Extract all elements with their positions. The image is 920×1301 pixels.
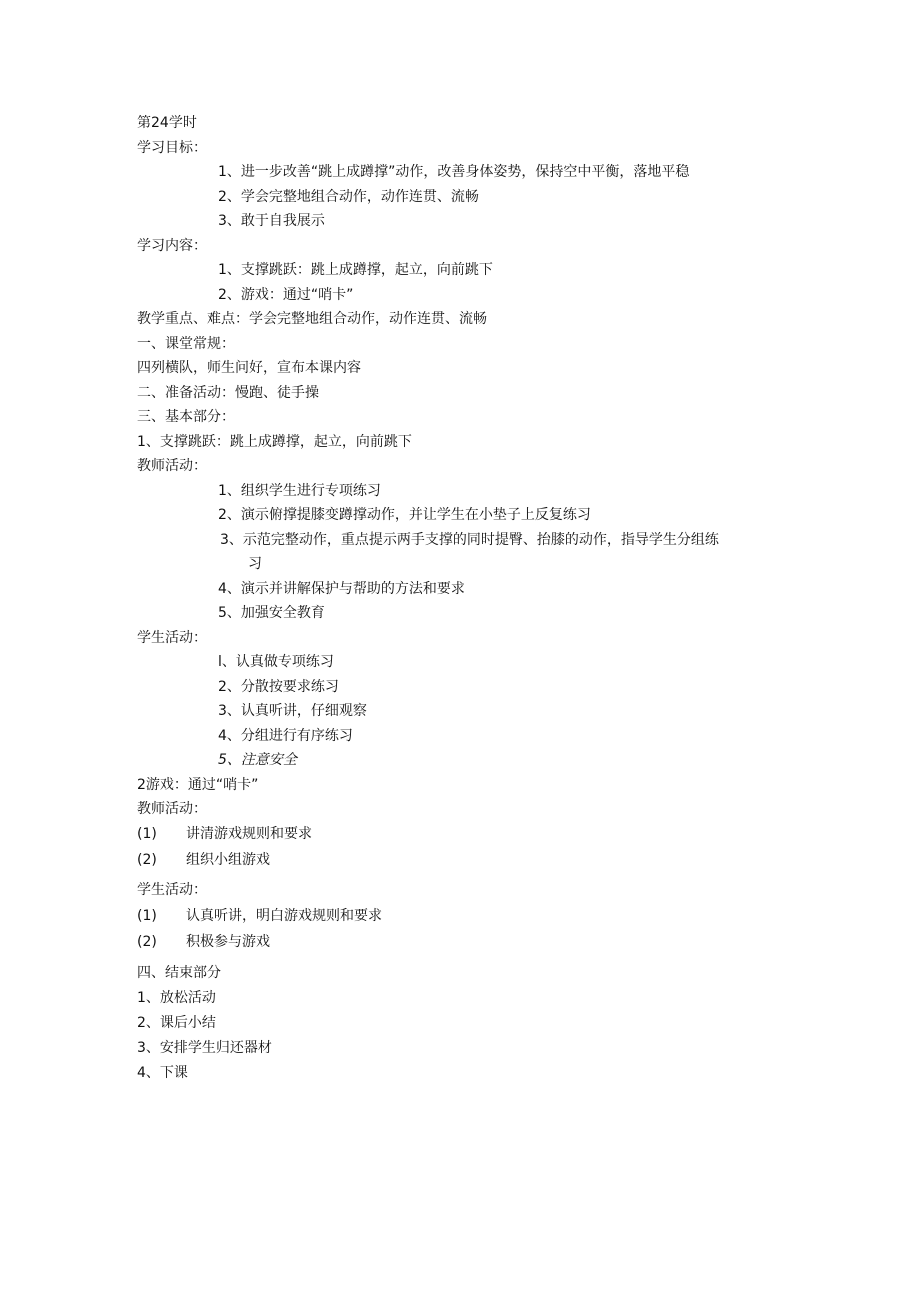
lesson-title: 第24学时 [137,115,197,131]
section1-title: 1、支撑跳跃：跳上成蹲撑，起立，向前跳下 [137,434,412,450]
objective-item: 1、进一步改善“跳上成蹲撑”动作，改善身体姿势，保持空中平衡，落地平稳 [218,164,690,180]
teacher-item: 4、演示并讲解保护与帮助的方法和要求 [218,581,465,597]
part4-heading: 四、结束部分 [137,965,221,981]
student-item: 2、分散按要求练习 [218,679,339,695]
content-item: 1、支撑跳跃：跳上成蹲撑，起立，向前跳下 [218,262,493,278]
item-number: (2) [137,852,157,868]
teacher-activities-heading: 教师活动： [137,458,207,474]
closing-item: 4、下课 [137,1065,188,1081]
content-heading: 学习内容： [137,238,207,254]
objectives-heading: 学习目标： [137,140,207,156]
teacher-item: 3、示范完整动作，重点提示两手支撑的同时提臀、抬膝的动作，指导学生分组练 [220,532,719,548]
closing-item: 2、课后小结 [137,1015,216,1031]
game-teacher-item [137,825,312,843]
part1-text: 四列横队，师生问好，宣布本课内容 [137,360,361,376]
student-item: l、认真做专项练习 [218,654,334,670]
teacher-item: 1、组织学生进行专项练习 [218,483,381,499]
item-text: 积极参与游戏 [186,934,270,950]
item-text: 认真听讲，明白游戏规则和要求 [186,908,382,924]
game-student-heading: 学生活动： [137,882,207,898]
game-teacher-item [137,851,270,869]
objective-item: 3、敢于自我展示 [218,213,325,229]
content-item: 2、游戏：通过“哨卡” [218,287,354,303]
teacher-item: 5、加强安全教育 [218,605,325,621]
item-number: (1) [137,908,157,924]
part3-heading: 三、基本部分： [137,409,235,425]
part1-heading: 一、课堂常规： [137,336,235,352]
closing-item: 3、安排学生归还器材 [137,1040,272,1056]
teacher-item: 2、演示俯撑提膝变蹲撑动作，并让学生在小垫子上反复练习 [218,507,591,523]
section2-title: 2游戏：通过“哨卡” [137,777,259,793]
objective-item: 2、学会完整地组合动作，动作连贯、流畅 [218,189,479,205]
closing-item: 1、放松活动 [137,990,216,1006]
item-number: (2) [137,934,157,950]
item-text: 讲清游戏规则和要求 [186,826,312,842]
item-number: (1) [137,826,157,842]
game-student-item [137,907,382,925]
teacher-item-continuation: 习 [248,556,262,572]
part2-heading: 二、准备活动：慢跑、徒手操 [137,385,319,401]
student-item: 4、分组进行有序练习 [218,728,353,744]
student-item: 3、认真听讲，仔细观察 [218,703,367,719]
student-item: 5、注意安全 [218,752,297,768]
student-activities-heading: 学生活动： [137,630,207,646]
game-student-item [137,933,270,951]
item-text: 组织小组游戏 [186,852,270,868]
key-points: 教学重点、难点：学会完整地组合动作，动作连贯、流畅 [137,311,487,327]
game-teacher-heading: 教师活动： [137,801,207,817]
